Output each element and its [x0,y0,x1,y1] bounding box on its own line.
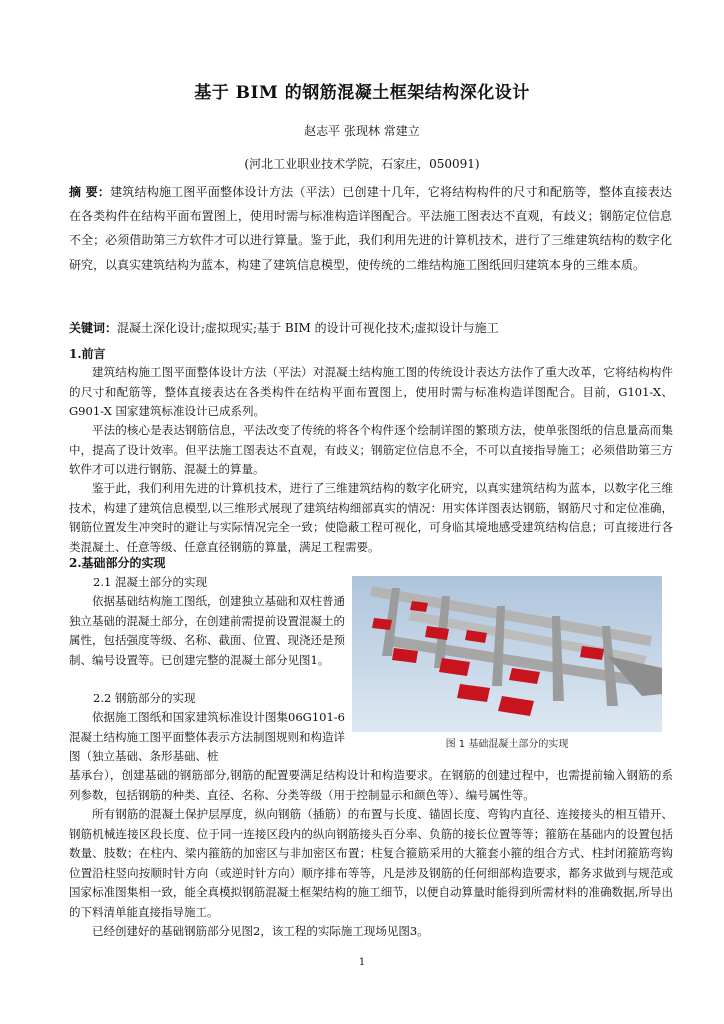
keywords-label: 关键词： [69,321,118,335]
foundation-model-render [352,576,662,732]
page-number: 1 [358,957,366,968]
subsection-2-1-heading: 2.1 混凝土部分的实现 [93,575,207,589]
subsection-2-2-continued: 基承台），创建基础的钢筋部分,钢筋的配置要满足结构设计和构造要求。在钢筋的创建过程中，也需提前输入钢筋的系列参数，包括钢筋的种类、直径、名称、分类等级（用于控制显示和颜色等）、编号属性等。 [69,768,673,802]
keywords-block [69,320,672,336]
paper-title: 基于 BIM 的钢筋混凝土框架结构深化设计 [194,83,530,103]
section-1-paragraph: 鉴于此，我们利用先进的计算机技术，进行了三维建筑结构的数字化研究，以真实建筑结构为蓝本，以数字化三维技术，构建了建筑信息模型,以三维形式展现了建筑结构细部真实的情况：用实体详图表达钢筋，钢筋尺寸和定位准确，钢筋位置发生冲突时的避让与实际情况完全一致；使隐蔽工程可视化，可身临其境地感受建筑结构信息；可直接进行各类混凝土、任意等级、任意直径钢筋的算量，满足工程需要。 [69,481,673,554]
abstract-text: 建筑结构施工图平面整体设计方法（平法）已创建十几年，它将结构构件的尺寸和配筋等，整体直接表达在各类构件在结构平面布置图上，使用时需与标准构造详图配合。平法施工图表达不直观，有歧义；钢筋定位信息不全；必须借助第三方软件才可以进行算量。鉴于此，我们利用先进的计算机技术，进行了三维建筑结构的数字化研究，以真实建筑结构为蓝本，构建了建筑信息模型，使传统的二维结构施工图纸回归建筑本身的三维本质。 [69,185,672,272]
section-1-paragraph: 平法的核心是表达钢筋信息，平法改变了传统的将各个构件逐个绘制详图的繁琐方法，使单张图纸的信息量高而集中，提高了设计效率。但平法施工图表达不直观，有歧义；钢筋定位信息不全，不可以直接指导施工；必须借助第三方软件才可以进行钢筋、混凝土的算量。 [69,423,673,476]
keywords-text: 混凝土深化设计;虚拟现实;基于 BIM 的设计可视化技术;虚拟设计与施工 [117,321,499,335]
section-2-paragraph: 已经创建好的基础钢筋部分见图2，该工程的实际施工现场见图3。 [92,924,429,938]
subsection-2-2-text: 依据施工图纸和国家建筑标准设计图集06G101-6 混凝土结构施工图平面整体表示方法制图规则和构造详图（独立基础、条形基础、桩 [69,710,345,764]
subsection-2-2-heading: 2.2 钢筋部分的实现 [93,691,196,705]
footing [372,618,392,630]
section-1-paragraph: 建筑结构施工图平面整体设计方法（平法）对混凝土结构施工图的传统设计表达方法作了重大改革，它将结构构件的尺寸和配筋等，整体直接表达在各类构件在结构平面布置图上，使用时需与标准构造详图配合。目前，G101-X、G901-X 国家建筑标准设计已成系列。 [69,365,673,418]
author-list: 赵志平 张现林 常建立 [304,124,420,138]
abstract-label: 摘 要： [69,185,111,199]
section-2-heading: 2.基础部分的实现 [69,556,166,570]
affiliation: (河北工业职业技术学院，石家庄，050091) [244,157,480,171]
figure-1-caption: 图 1 基础混凝土部分的实现 [445,739,569,750]
figure-1-image [352,576,662,732]
section-2-paragraph: 所有钢筋的混凝土保护层厚度，纵向钢筋（插筋）的布置与长度、锚固长度、弯钩内直径、连接接头的相互错开、钢筋机械连接区段长度、位于同一连接区段内的纵向钢筋接头百分率、负筋的接长位置等等；箍筋在基础内的设置包括数量、肢数；在柱内、梁内箍筋的加密区与非加密区布置；柱复合箍筋采用的大箍套小箍的组合方式、柱封闭箍筋弯钩位置沿柱竖向按顺时针方向（或逆时针方向）顺序排布等等，凡是涉及钢筋的任何细部构造要求，都务求做到与规范或国家标准图集相一致，能全真模拟钢筋混凝土框架结构的施工细节，以便自动算量时能得到所需材料的准确数据,所导出的下料清单能直接指导施工。 [69,807,673,919]
subsection-2-1-text: 依据基础结构施工图纸，创建独立基础和双柱普通独立基础的混凝土部分，在创建前需提前设置混凝土的属性，包括强度等级、名称、截面、位置、现浇还是预制、编号设置等。已创建完整的混凝土部分见图1。 [69,594,345,667]
abstract-block [69,180,672,277]
section-1-heading: 1.前言 [69,347,106,361]
